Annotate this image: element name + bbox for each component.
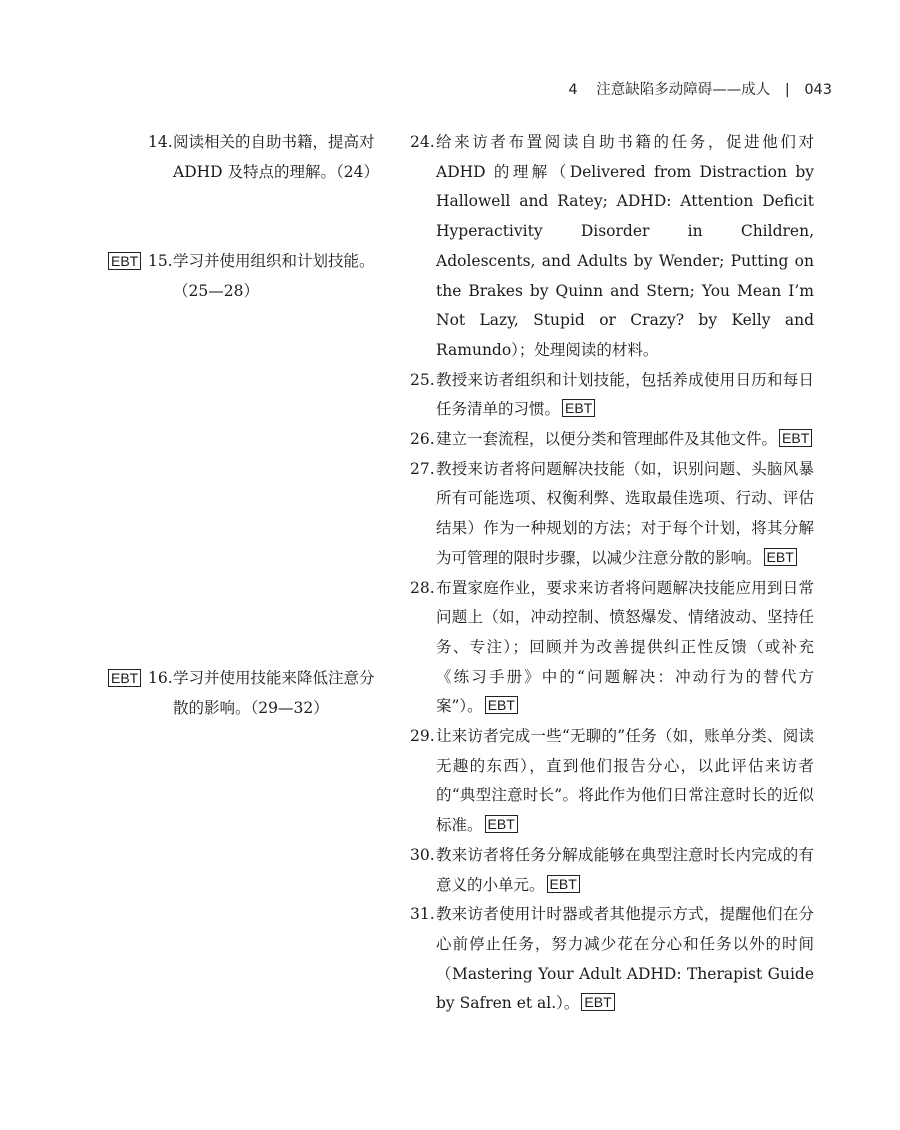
chapter-number: 4 [568, 82, 578, 98]
intervention-item [410, 455, 814, 574]
intervention-item [410, 128, 814, 366]
ebt-badge: EBT [779, 429, 812, 447]
ebt-badge: EBT [485, 815, 518, 833]
intervention-text: 布置家庭作业，要求来访者将问题解决技能应用到日常问题上（如，冲动控制、愤怒爆发、情绪波动、坚持任务、专注）；回顾并为改善提供纠正性反馈（或补充《练习手册》中的“问题解决：冲动行为的替代方案”）。 [436, 578, 814, 716]
intervention-text: 建立一套流程，以便分类和管理邮件及其他文件。 [436, 430, 778, 449]
intervention-number: 28. [410, 578, 435, 597]
intervention-number: 27. [410, 459, 435, 478]
intervention-number: 24. [410, 133, 435, 151]
goal-text: 学习并使用组织和计划技能。（25—28） [173, 252, 375, 301]
goal-number: 14. [148, 133, 173, 151]
intervention-item [410, 722, 814, 841]
interventions-column [410, 128, 814, 1019]
ebt-badge: EBT [764, 548, 797, 566]
intervention-number: 26. [410, 430, 435, 449]
page-number: 043 [804, 82, 832, 98]
goal-item [108, 664, 388, 723]
goal-number: 15. [148, 252, 173, 271]
intervention-text: 教来访者使用计时器或者其他提示方式，提醒他们在分心前停止任务，努力减少花在分心和任务以外的时间（Mastering Your Adult ADHD: Therapist Guide by Safren et al.）。 [436, 905, 814, 1013]
ebt-badge: EBT [108, 669, 141, 687]
intervention-text: 教来访者将任务分解成能够在典型注意时长内完成的有意义的小单元。 [436, 845, 814, 894]
ebt-badge: EBT [562, 399, 595, 417]
intervention-item [410, 900, 814, 1019]
ebt-badge: EBT [547, 875, 580, 893]
goal-text: 阅读相关的自助书籍，提高对 ADHD 及特点的理解。（24） [173, 133, 379, 181]
intervention-item [410, 841, 814, 900]
intervention-item [410, 366, 814, 425]
intervention-item [410, 574, 814, 723]
intervention-text: 让来访者完成一些“无聊的”任务（如，账单分类、阅读无趣的东西），直到他们报告分心，以此评估来访者的“典型注意时长”。将此作为他们日常注意时长的近似标准。 [436, 727, 814, 835]
intervention-item [410, 425, 814, 455]
running-header [568, 78, 832, 99]
intervention-text: 给来访者布置阅读自助书籍的任务，促进他们对 ADHD 的理解（Delivered from Distraction by Hallowell and Ratey; ADHD: Attention Deficit Hyperactivity Disorder in Children, Adolescents, and Adults by Wender; Putting on the Brakes by Quinn and Stern; You Mean I’m Not Lazy, Stupid or Crazy? by Kelly and Ramundo）；处理阅读的材料。 [436, 133, 814, 359]
intervention-number: 29. [410, 727, 435, 746]
intervention-number: 25. [410, 370, 435, 389]
goal-number: 16. [148, 668, 173, 687]
ebt-badge: EBT [485, 696, 518, 714]
intervention-number: 31. [410, 905, 435, 924]
chapter-title: 注意缺陷多动障碍——成人 [596, 82, 771, 98]
goal-item [108, 128, 388, 187]
intervention-text: 教授来访者将问题解决技能（如，识别问题、头脑风暴所有可能选项、权衡利弊、选取最佳选项、行动、评估结果）作为一种规划的方法；对于每个计划，将其分解为可管理的限时步骤，以减少注意分散的影响。 [436, 459, 814, 567]
header-separator: | [784, 82, 790, 98]
goal-item [108, 247, 388, 306]
ebt-badge: EBT [581, 993, 614, 1011]
intervention-number: 30. [410, 845, 435, 864]
goals-column [108, 128, 388, 723]
intervention-text: 教授来访者组织和计划技能，包括养成使用日历和每日任务清单的习惯。 [436, 370, 814, 419]
ebt-badge: EBT [108, 252, 141, 270]
goal-text: 学习并使用技能来降低注意分散的影响。（29—32） [173, 668, 375, 717]
